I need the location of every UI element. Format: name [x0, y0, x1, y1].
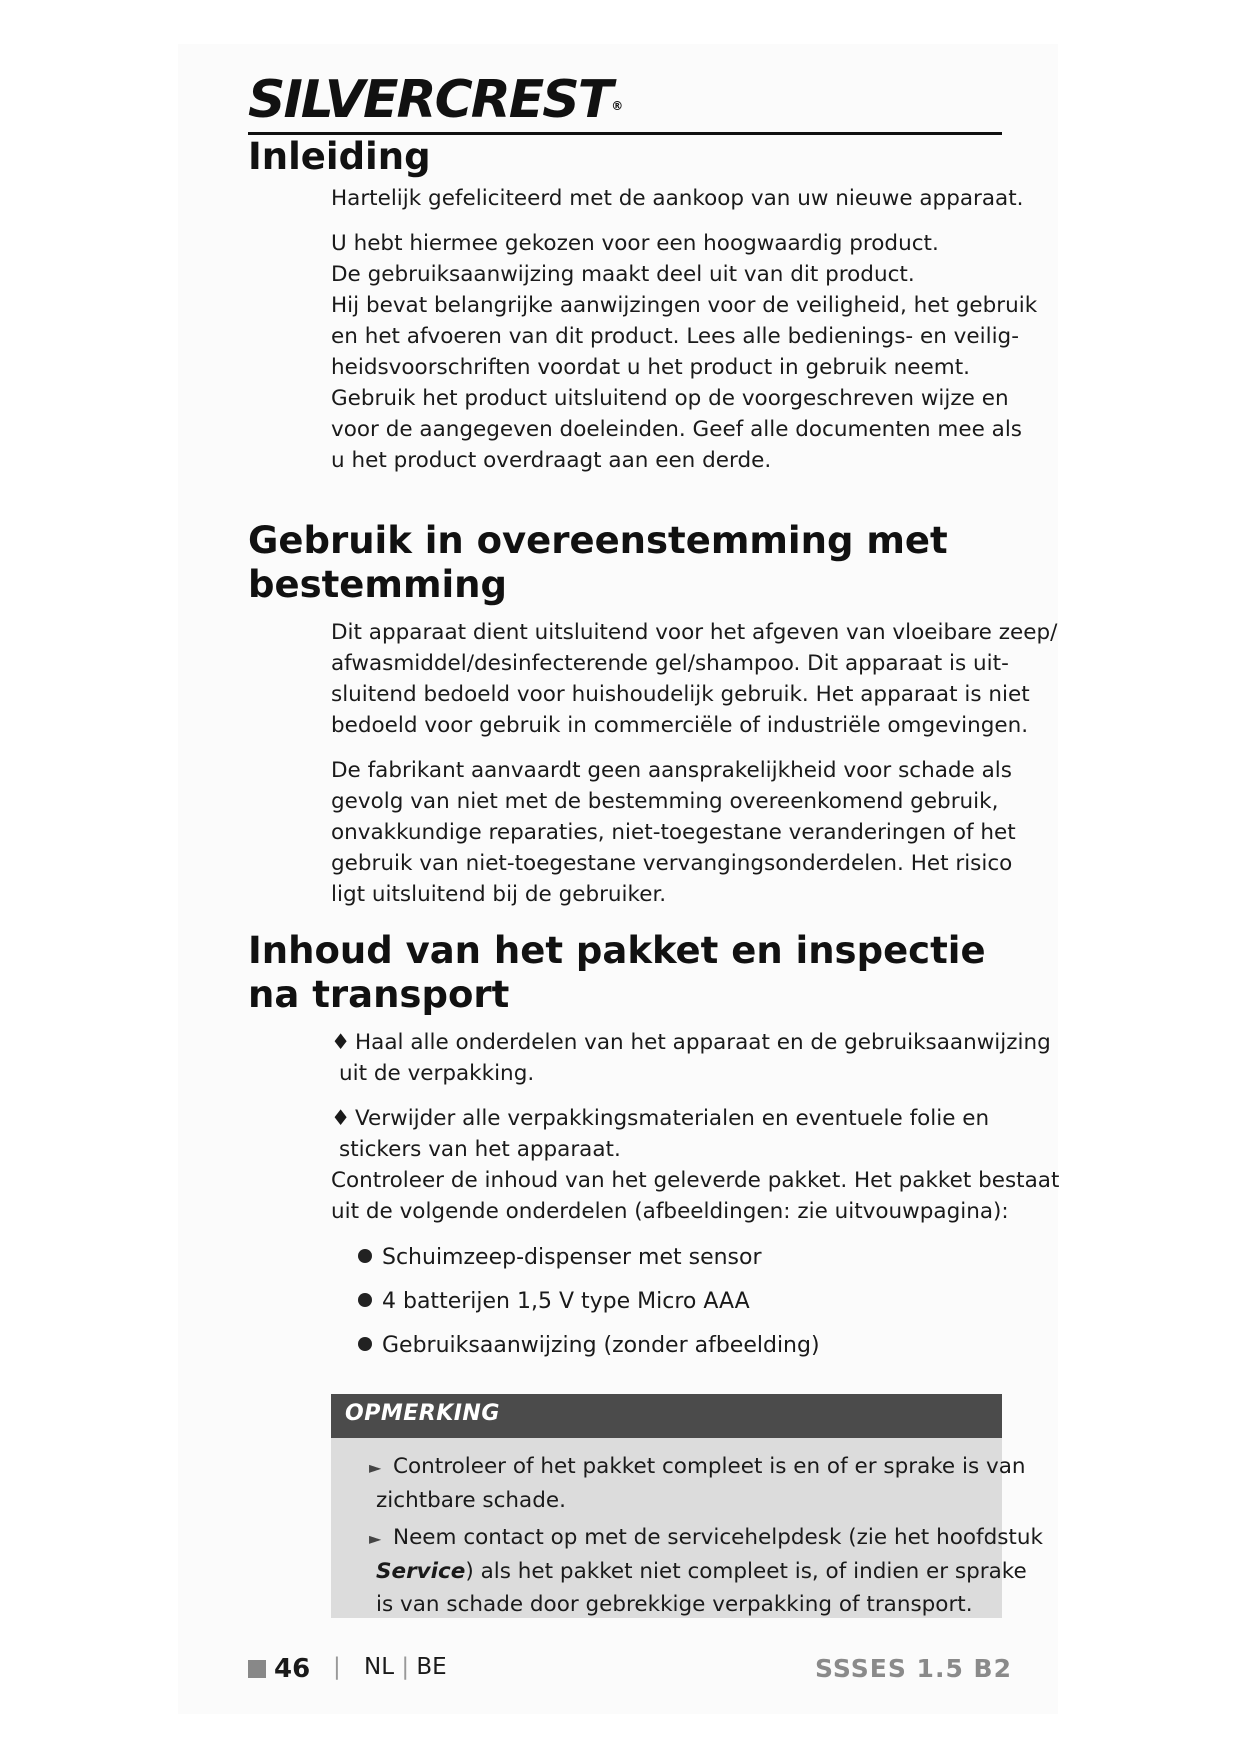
section-title-inhoud-line2: na transport	[248, 973, 510, 1016]
section-title-gebruik-line2: bestemming	[248, 563, 507, 606]
diamond-bullet-icon: ♦	[331, 1106, 351, 1131]
brand-logo	[248, 70, 621, 130]
paragraph-line: De fabrikant aanvaardt geen aansprakelijkheid voor schade als	[331, 758, 1012, 783]
note-item: ► Neem contact op met de servicehelpdesk (zie het hoofdstuk	[369, 1521, 999, 1555]
note-item: ► Controleer of het pakket compleet is en of er sprake is van	[369, 1450, 999, 1484]
step-item-continued: uit de verpakking.	[339, 1061, 535, 1086]
diamond-bullet-icon: ♦	[331, 1030, 351, 1055]
paragraph-line: afwasmiddel/desinfecterende gel/shampoo. Dit apparaat is uit-	[331, 651, 1009, 676]
section-inleiding-body	[331, 183, 1038, 476]
note-item-continued: zichtbare schade.	[376, 1488, 566, 1513]
paragraph-line: U hebt hiermee gekozen voor een hoogwaardig product.	[331, 231, 939, 256]
model-number: SSSES 1.5 B2	[815, 1654, 1012, 1683]
registered-mark: ®	[611, 99, 622, 113]
section-inhoud-body	[331, 1027, 1060, 1227]
square-marker-icon	[248, 1660, 266, 1678]
paragraph-line: u het product overdraagt aan een derde.	[331, 448, 772, 473]
footer-languages: NL | BE	[364, 1654, 447, 1680]
brand-name: SILVERCREST	[248, 70, 612, 130]
step-item-continued: stickers van het apparaat.	[339, 1137, 621, 1162]
step-item: ♦ Haal alle onderdelen van het apparaat en de gebruiksaanwijzing	[331, 1027, 1011, 1058]
note-title: OPMERKING	[345, 1401, 500, 1426]
paragraph-line: Hartelijk gefeliciteerd met de aankoop van uw nieuwe apparaat.	[331, 186, 1024, 211]
note-item-continued: is van schade door gebrekkige verpakking of transport.	[376, 1592, 973, 1617]
section-title-inleiding: Inleiding	[248, 135, 431, 178]
paragraph-line: en het afvoeren van dit product. Lees alle bedienings- en veilig-	[331, 324, 1019, 349]
note-box	[331, 1394, 1043, 1618]
bullet-dot-icon	[358, 1293, 372, 1307]
step-item: ♦ Verwijder alle verpakkingsmaterialen en eventuele folie en	[331, 1103, 1011, 1134]
paragraph-line: gevolg van niet met de bestemming overeenkomend gebruik,	[331, 789, 999, 814]
language-nl: NL	[364, 1654, 395, 1680]
paragraph-line: heidsvoorschriften voordat u het product in gebruik neemt.	[331, 355, 970, 380]
footer-divider: |	[333, 1654, 341, 1680]
arrow-bullet-icon: ►	[369, 1458, 382, 1477]
page-number: 46	[248, 1654, 310, 1684]
package-item: 4 batterijen 1,5 V type Micro AAA	[358, 1286, 750, 1317]
bullet-dot-icon	[358, 1249, 372, 1263]
paragraph-line: bedoeld voor gebruik in commerciële of industriële omgevingen.	[331, 713, 1029, 738]
paragraph-line: sluitend bedoeld voor huishoudelijk gebruik. Het apparaat is niet	[331, 682, 1030, 707]
section-gebruik-body	[331, 617, 1058, 910]
paragraph-line: onvakkundige reparaties, niet-toegestane veranderingen of het	[331, 820, 1016, 845]
paragraph-line: uit de volgende onderdelen (afbeeldingen: zie uitvouwpagina):	[331, 1199, 1009, 1224]
section-title-inhoud-line1: Inhoud van het pakket en inspectie	[248, 929, 986, 972]
paragraph-line: Gebruik het product uitsluitend op de voorgeschreven wijze en	[331, 386, 1009, 411]
package-item: Schuimzeep-dispenser met sensor	[358, 1242, 762, 1273]
paragraph-line: Hij bevat belangrijke aanwijzingen voor de veiligheid, het gebruik	[331, 293, 1038, 318]
note-item-continued: Service) als het pakket niet compleet is, of indien er sprake	[376, 1559, 1027, 1584]
paragraph-line: Controleer de inhoud van het geleverde pakket. Het pakket bestaat	[331, 1168, 1060, 1193]
service-chapter-ref: Service	[376, 1559, 466, 1584]
paragraph-line: voor de aangegeven doeleinden. Geef alle documenten mee als	[331, 417, 1023, 442]
note-body	[369, 1450, 1043, 1621]
section-title-gebruik-line1: Gebruik in overeenstemming met	[248, 519, 948, 562]
paragraph-line: ligt uitsluitend bij de gebruiker.	[331, 882, 667, 907]
paragraph-line: Dit apparaat dient uitsluitend voor het afgeven van vloeibare zeep/	[331, 620, 1058, 645]
paragraph-line: De gebruiksaanwijzing maakt deel uit van dit product.	[331, 262, 915, 287]
package-item: Gebruiksaanwijzing (zonder afbeelding)	[358, 1330, 820, 1361]
bullet-dot-icon	[358, 1337, 372, 1351]
language-be: BE	[416, 1654, 447, 1680]
paragraph-line: gebruik van niet-toegestane vervangingsonderdelen. Het risico	[331, 851, 1013, 876]
arrow-bullet-icon: ►	[369, 1529, 382, 1548]
note-header	[331, 1394, 1002, 1438]
